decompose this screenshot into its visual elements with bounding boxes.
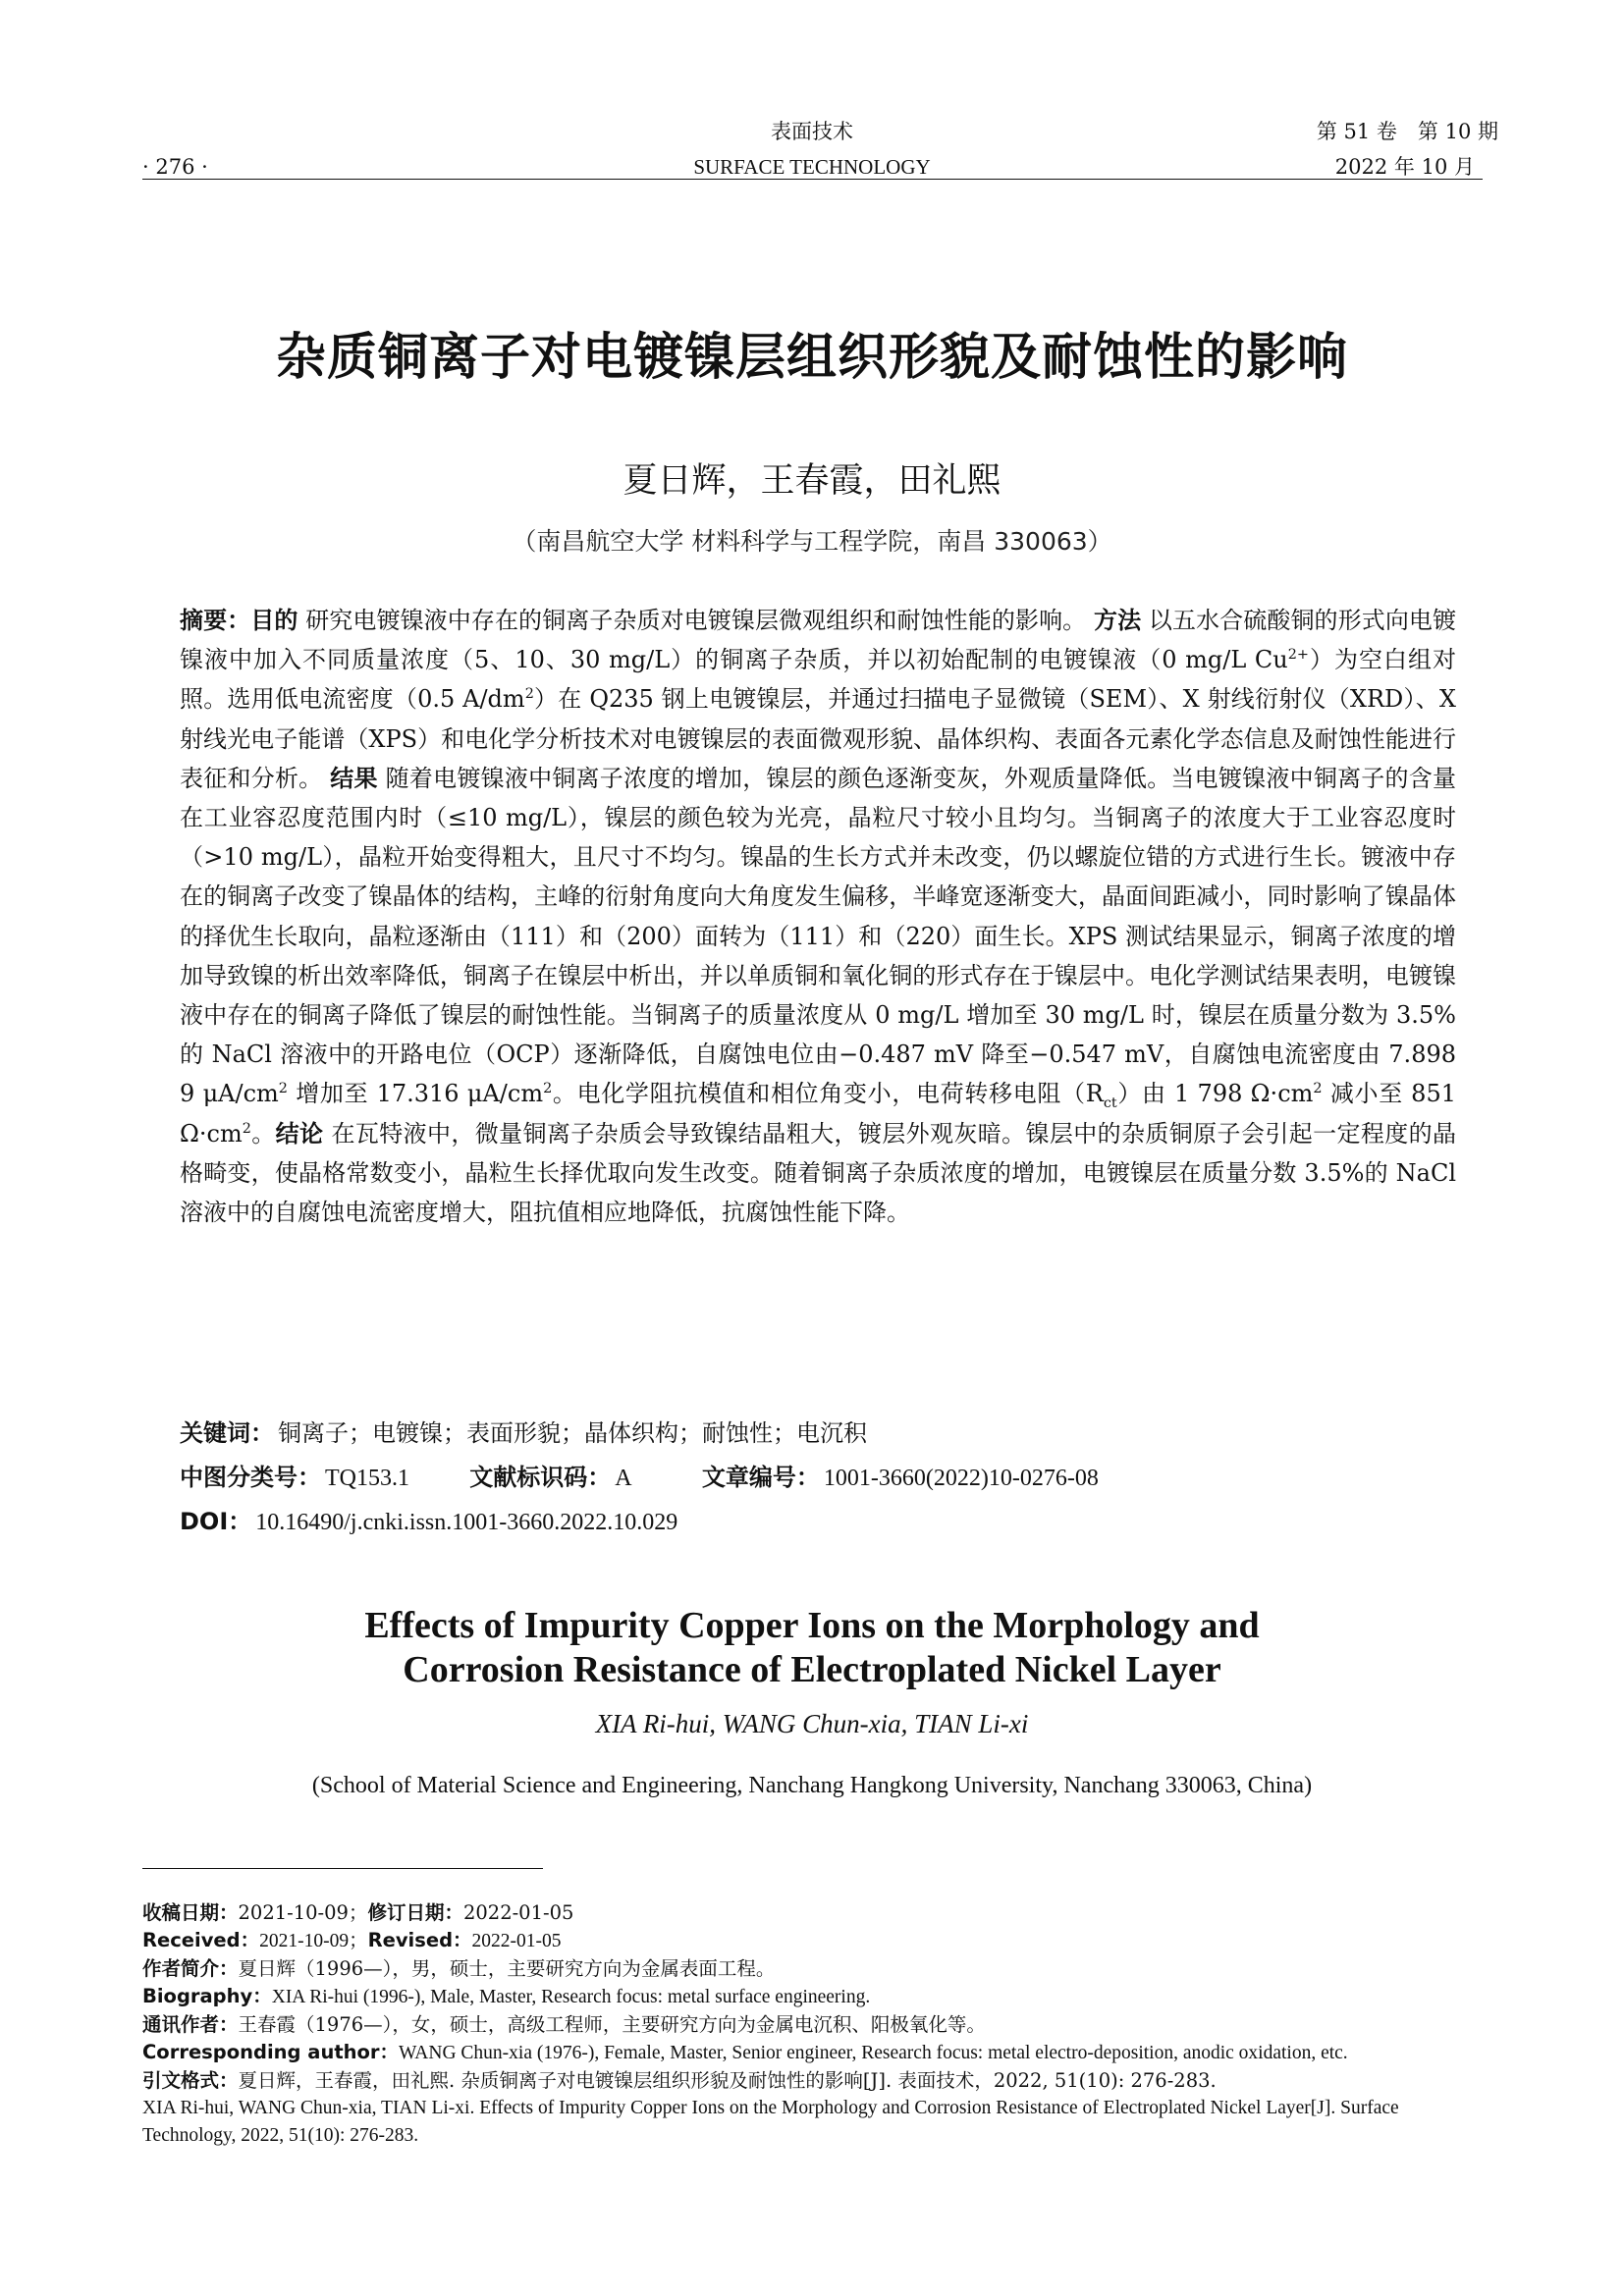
article-number-label: 文章编号： [701, 1464, 820, 1491]
keywords-label: 关键词： [180, 1419, 274, 1447]
classification-line [180, 1458, 1456, 1498]
citation-en: XIA Ri-hui, WANG Chun-xia, TIAN Li-xi. Effects of Impurity Copper Ions on the Morphology and Corrosion Resistance of Electroplated Nickel Layer[J]. Surface Technology, 2022, 51(10): 276-283. [142, 2098, 1399, 2146]
volume-issue: 第 51 卷 第 10 期 [1316, 120, 1498, 143]
issue-date: 2022 年 10 月 [1334, 155, 1475, 179]
received-en: Received：2021-10-09；Revised：2022-01-05 [142, 1929, 562, 1951]
purpose-text: 研究电镀镍液中存在的铜离子杂质对电镀镍层微观组织和耐蚀性能的影响。 [305, 607, 1087, 634]
affiliation-cn: （南昌航空大学 材料科学与工程学院，南昌 330063） [512, 527, 1112, 556]
doi-line [180, 1502, 1456, 1542]
method-sup-2: 2 [524, 686, 534, 703]
doi-label: DOI： [180, 1508, 252, 1535]
corresponding-cn: 通讯作者：王春霞（1976—），女，硕士，高级工程师，主要研究方向为金属电沉积、阳极氧化等。 [142, 2013, 986, 2036]
clc-value: TQ153.1 [325, 1466, 409, 1491]
result-sup-1: 2 [278, 1081, 288, 1097]
method-text-3: ）在 Q235 钢上电镀镍层，并通过扫描电子显微镜（SEM）、X 射线衍射仪（XRD）、X 射线光电子能谱（XPS）和电化学分析技术对电镀镍层的表面微观形貌、晶体织构、表面各元素化学态信息及耐蚀性能进行表征和分析。 [180, 685, 1456, 792]
authors-cn: 夏日辉，王春霞，田礼熙 [623, 461, 1001, 501]
conclusion-label: 结论 [275, 1119, 324, 1148]
abstract [180, 601, 1456, 1232]
result-sup-2: 2 [543, 1081, 553, 1097]
article-title-en: Effects of Impurity Copper Ions on the Morphology and Corrosion Resistance of Electroplated Nickel Layer [364, 1605, 1260, 1690]
journal-name-en: SURFACE TECHNOLOGY [693, 155, 931, 179]
result-sup-4: 2 [242, 1120, 251, 1137]
method-label: 方法 [1093, 607, 1142, 634]
doc-code-label: 文献标识码： [469, 1464, 612, 1491]
result-label: 结果 [330, 764, 378, 792]
received-cn: 收稿日期：2021-10-09；修订日期：2022-01-05 [142, 1901, 574, 1924]
page-number: · 276 · [142, 155, 208, 179]
method-text: 以五水合硫酸铜的形式向电镀镍液中加入不同质量浓度（5、10、30 mg/L）的铜离子杂质，并以初始配制的电镀镍液（0 mg/L Cu [180, 607, 1457, 674]
article-number-value: 1001-3660(2022)10-0276-08 [823, 1466, 1099, 1491]
result-text: 随着电镀镍液中铜离子浓度的增加，镍层的颜色逐渐变灰，外观质量降低。当电镀镍液中铜离子的含量在工业容忍度范围内时（≤10 mg/L），镍层的颜色较为光亮，晶粒尺寸较小且均匀。当铜离子的浓度大于工业容忍度时（>10 mg/L），晶粒开始变得粗大，且尺寸不均匀。镍晶的生长方式并未改变，仍以螺旋位错的方式进行生长。镀液中存在的铜离子改变了镍晶体的结构，主峰的衍射角度向大角度发生偏移，半峰宽逐渐变大，晶面间距减小，同时影响了镍晶体的择优生长取向，晶粒逐渐由（111）和（200）面转为（111）和（220）面生长。XPS 测试结果显示，铜离子浓度的增加导致镍的析出效率降低，铜离子在镍层中析出，并以单质铜和氧化铜的形式存在于镍层中。电化学测试结果表明，电镀镍液中存在的铜离子降低了镍层的耐蚀性能。当铜离子的质量浓度从 0 mg/L 增加至 30 mg/L 时，镍层在质量分数为 3.5%的 NaCl 溶液中的开路电位（OCP）逐渐降低，自腐蚀电位由−0.487 mV 降至−0.547 mV，自腐蚀电流密度由 7.898 9 μA/cm [180, 764, 1457, 1108]
citation-cn: 引文格式：夏日辉，王春霞，田礼熙. 杂质铜离子对电镀镍层组织形貌及耐蚀性的影响[J]. 表面技术，2022, 51(10): 276-283. [142, 2069, 1217, 2092]
result-text-2: 增加至 17.316 μA/cm [287, 1080, 544, 1108]
result-text-6: 。 [250, 1119, 276, 1148]
authors-en: XIA Ri-hui, WANG Chun-xia, TIAN Li-xi [595, 1709, 1029, 1738]
result-text-4: ）由 1 798 Ω·cm [1116, 1080, 1314, 1108]
clc-label: 中图分类号： [180, 1464, 321, 1491]
method-sup: 2+ [1287, 647, 1309, 664]
result-text-3: 。电化学阻抗模值和相位角变小，电荷转移电阻（R [552, 1080, 1104, 1108]
doc-code-value: A [615, 1466, 632, 1491]
footnote-rule [142, 1868, 543, 1869]
keywords-value: 铜离子；电镀镍；表面形貌；晶体织构；耐蚀性；电沉积 [278, 1419, 867, 1447]
biography-cn: 作者简介：夏日辉（1996—），男，硕士，主要研究方向为金属表面工程。 [142, 1957, 776, 1980]
affiliation-en: (School of Material Science and Engineering, Nanchang Hangkong University, Nanchang 330063, China) [311, 1773, 1313, 1798]
footnotes [142, 1899, 1488, 2150]
article-title-cn: 杂质铜离子对电镀镍层组织形貌及耐蚀性的影响 [275, 329, 1348, 387]
doi-value: 10.16490/j.cnki.issn.1001-3660.2022.10.029 [255, 1510, 678, 1535]
result-sub: ct [1103, 1095, 1117, 1112]
header-rule [142, 179, 1483, 180]
keywords-line [180, 1414, 1456, 1453]
method-text-2: ）为空白组对照。选用低电流密度（0.5 A/dm [180, 646, 1456, 714]
conclusion-text: 在瓦特液中，微量铜离子杂质会导致镍结晶粗大，镀层外观灰暗。镍层中的杂质铜原子会引起一定程度的晶格畸变，使晶格常数变小，晶粒生长择优取向发生改变。随着铜离子杂质浓度的增加，电镀镍层在质量分数 3.5%的 NaCl 溶液中的自腐蚀电流密度增大，阻抗值相应地降低，抗腐蚀性能下降。 [180, 1119, 1456, 1227]
result-text-5: 减小至 851 Ω·cm [180, 1080, 1456, 1148]
purpose-label: 目的 [250, 607, 298, 634]
biography-en: Biography：XIA Ri-hui (1996-), Male, Master, Research focus: metal surface engineering. [142, 1985, 871, 2007]
abstract-label: 摘要： [180, 607, 251, 634]
corresponding-en: Corresponding author：WANG Chun-xia (1976-), Female, Master, Senior engineer, Research focus: metal electro-deposition, anodic oxidation, etc. [142, 2041, 1348, 2063]
result-sup-3: 2 [1313, 1081, 1323, 1097]
journal-name-cn: 表面技术 [771, 120, 853, 143]
